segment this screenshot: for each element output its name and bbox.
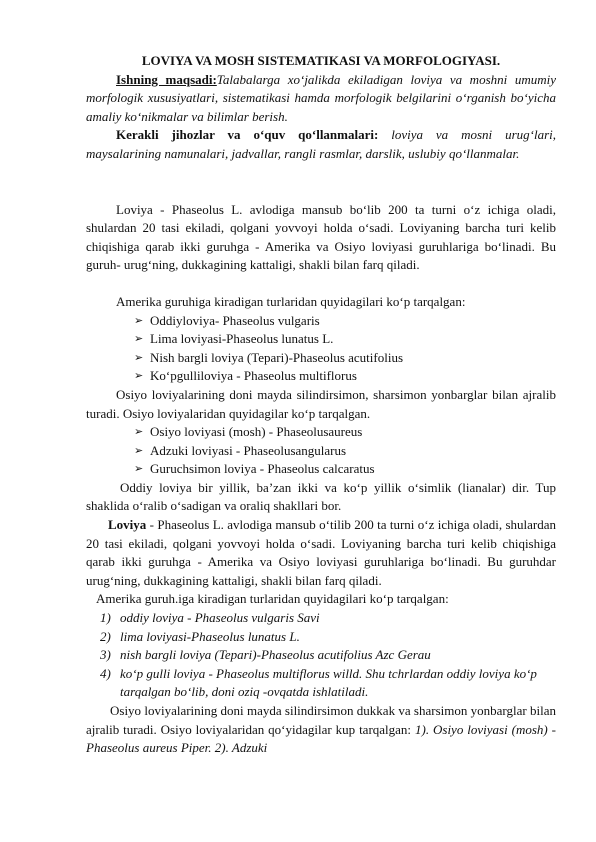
asia-last-paragraph (86, 702, 556, 758)
oddiy-paragraph: Oddiy loviya bir yillik, ba’zan ikki va ko‘p yillik o‘simlik (lianalar) dir. Tup shaklida o‘ralib o‘sadigan va oraliq shakllari bor. (86, 479, 556, 514)
numbered-species-list (86, 609, 556, 702)
document-page (86, 52, 556, 758)
spacer (86, 164, 556, 201)
page-title: LOVIYA VA MOSH SISTEMATIKASI VA MORFOLOGIYASI. (141, 53, 501, 68)
aim-text: Talabalarga xo‘jalikda ekiladigan loviya va moshni umumiy morfologik xususiyatlari, sistematikasi hamda morfologik belgilarini o‘rganish bo‘yicha amaliy ko‘nikmalar va bilimlar berish. (86, 71, 556, 124)
item-text: oddiy loviya - Phaseolus vulgaris Savi (120, 610, 320, 626)
loviya-rest: - Phaseolus L. avlodiga mansub o‘tilib 200 ta turni o‘z ichiga oladi, shulardan 20 tasi ekiladi, qolgani yovvoyi holda o‘sadi. Loviyaning barcha turi kelib chiqishiga qarab ikki guruhga - Amerika va Osiyo loviyasi guruhlariga bo‘linadi. Bu guruhdar urug‘ning, dukkagining kattaligi, shakli bilan farq qiladi. (86, 517, 556, 588)
list-item: ➢ Oddiyloviya- Phaseolus vulgaris (134, 312, 556, 331)
equipment-text: loviya va mosni urug‘lari, maysalarining namunalari, jadvallar, rangli rasmlar, darslik, uslubiy qo‘llanmalar. (86, 127, 556, 161)
spacer (86, 275, 556, 293)
asia-intro: Osiyo loviyalarining doni mayda silindirsimon, sharsimon yonbarglar bilan ajralib turadi. Osiyo loviyalaridan quyidagilar ko‘p tarqalgan. (86, 386, 556, 421)
intro-paragraph: Loviya - Phaseolus L. avlodiga mansub bo‘lib 200 ta turni o‘z ichiga oladi, shulardan 20 tasi ekiladi, qolgani yovvoyi holda o‘sadi. Loviyaning barcha turi kelib chiqishiga qarab ikki guruhga - Amerika va Osiyo loviyasi guruhlariga bo‘linadi. Bu guruh- urug‘ning, dukkagining kattaligi, shakli bilan farq qiladi. (86, 201, 556, 273)
list-item (100, 628, 556, 647)
list-item (100, 609, 556, 628)
loviya-paragraph (86, 516, 556, 590)
list-item: ➢ Adzuki loviyasi - Phaseolusangularus (134, 442, 556, 461)
asia-last-normal: Osiyo loviyalarining doni mayda silindirsimon dukkak va sharsimon yonbarglar bilan ajralib turadi. Osiyo loviyalaridan qo‘yidagilar kup tarqalgan: (86, 703, 556, 737)
equipment-label: Kerakli jihozlar va o‘quv qo‘llanmalari: (116, 127, 379, 143)
item-number: 4) (100, 665, 111, 681)
list-item: ➢ Ko‘pgulliloviya - Phaseolus multiflorus (134, 367, 556, 386)
item-number: 3) (100, 647, 111, 663)
aim-paragraph (86, 71, 556, 127)
asia-last-italic: 1). Osiyo loviyasi (mosh) - Phaseolus aureus Piper. 2). Adzuki (86, 721, 557, 756)
list-item: ➢ Nish bargli loviya (Tepari)-Phaseolus acutifolius (134, 349, 556, 368)
list-item: ➢ Osiyo loviyasi (mosh) - Phaseolusaureus (134, 423, 556, 442)
america-intro: Amerika guruhiga kiradigan turlaridan quyidagilari ko‘p tarqalgan: (116, 293, 466, 309)
item-text: lima loviyasi-Phaseolus lunatus L. (120, 628, 300, 644)
list-item (100, 646, 556, 665)
america-species-list (86, 312, 556, 386)
item-number: 1) (100, 610, 111, 626)
aim-label: Ishning maqsadi: (116, 71, 217, 87)
list-item (100, 665, 556, 702)
item-text: ko‘p gulli loviya - Phaseolus multiflorus willd. Shu tchrlardan oddiy loviya ko‘p tarqalgan bo‘lib, doni oziq -ovqatda ishlatiladi. (120, 665, 537, 700)
america2-intro: Amerika guruh.iga kiradigan turlaridan quyidagilari ko‘p tarqalgan: (96, 591, 449, 607)
list-item: ➢ Lima loviyasi-Phaseolus lunatus L. (134, 330, 556, 349)
list-item: ➢ Guruchsimon loviya - Phaseolus calcaratus (134, 460, 556, 479)
loviya-bold: Loviya (108, 517, 147, 533)
asia-species-list (86, 423, 556, 479)
item-text: nish bargli loviya (Tepari)-Phaseolus acutifolius Azc Gerau (120, 647, 431, 663)
item-number: 2) (100, 628, 111, 644)
equipment-paragraph (86, 126, 556, 163)
